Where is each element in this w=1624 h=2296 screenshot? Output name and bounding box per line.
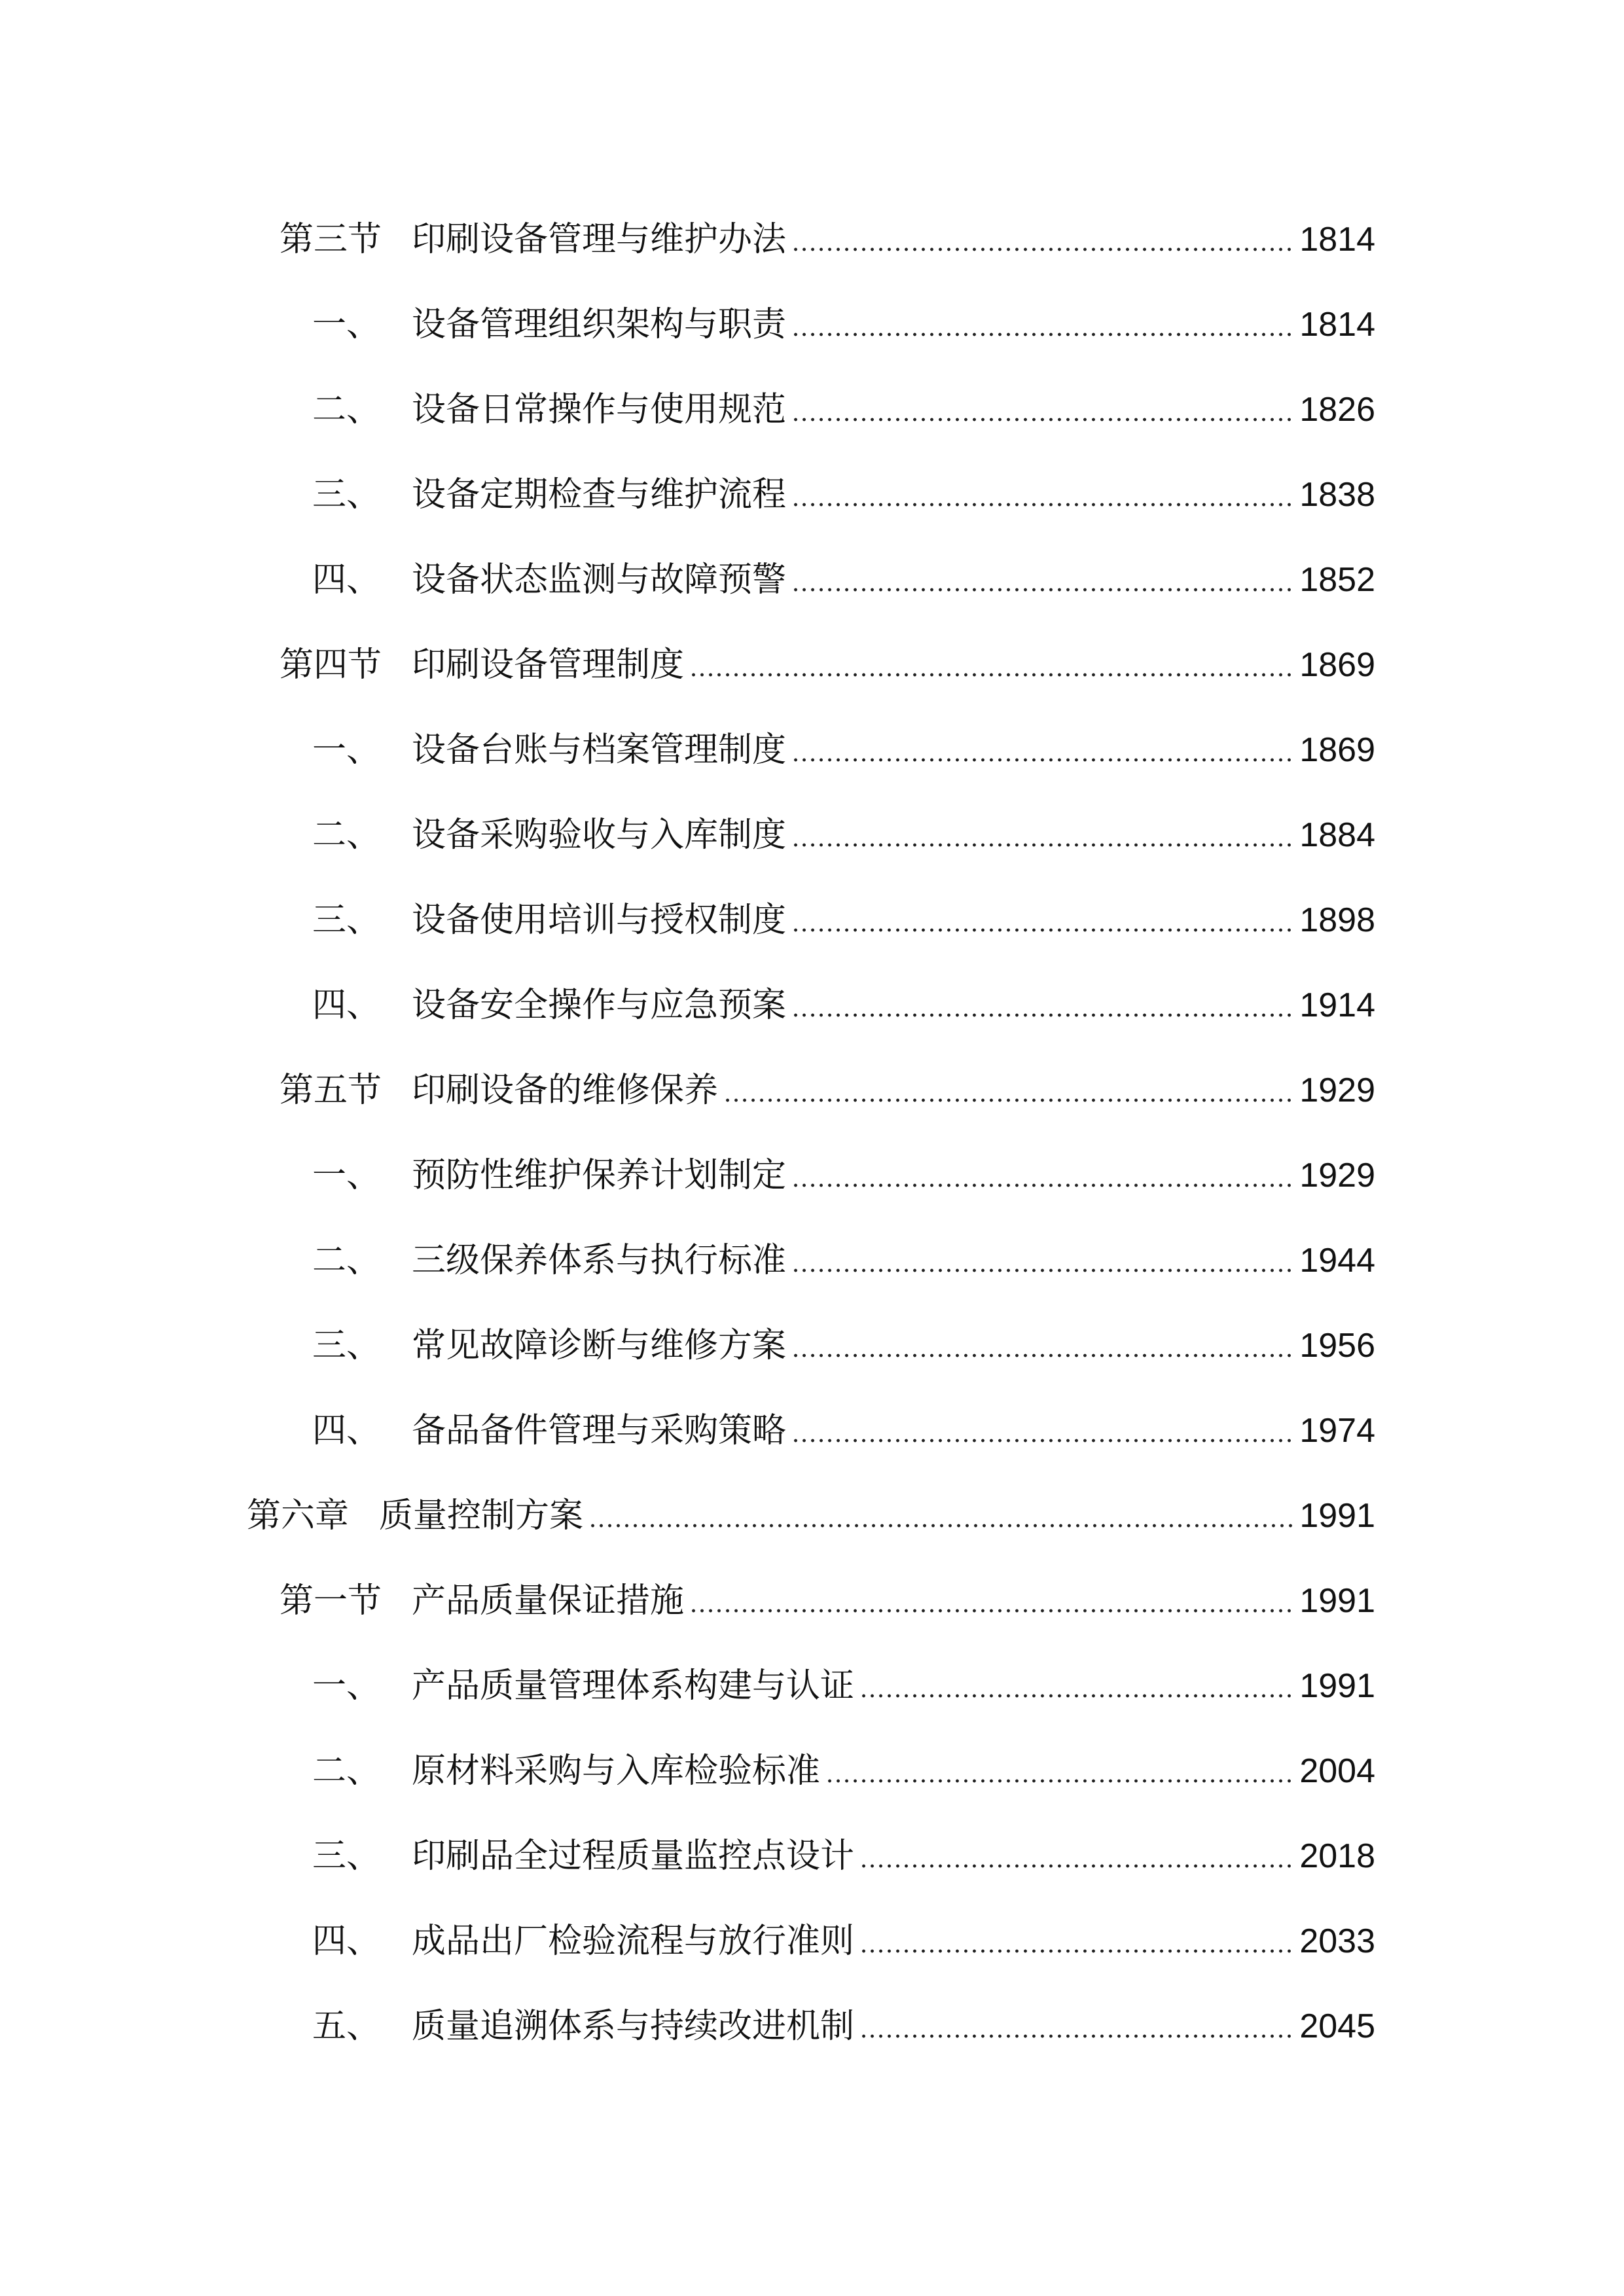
toc-entry[interactable] bbox=[312, 1915, 1375, 1967]
toc-entry-title: 备品备件管理与采购策略 bbox=[412, 1411, 787, 1450]
toc-entry-title: 设备定期检查与维护流程 bbox=[412, 475, 787, 514]
toc-entry-title: 设备安全操作与应急预案 bbox=[412, 986, 787, 1025]
toc-entry[interactable] bbox=[312, 554, 1375, 606]
toc-entry[interactable] bbox=[312, 894, 1375, 946]
toc-entry[interactable] bbox=[280, 1575, 1375, 1627]
toc-entry-page: 2045 bbox=[1299, 2007, 1375, 2045]
toc-entry-page: 1869 bbox=[1299, 731, 1375, 769]
toc-entry-page: 2004 bbox=[1299, 1752, 1375, 1790]
toc-entry-title: 常见故障诊断与维修方案 bbox=[412, 1326, 787, 1365]
toc-entry-number: 二、 bbox=[312, 1751, 381, 1791]
toc-entry-number: 第四节 bbox=[280, 645, 382, 685]
toc-entry[interactable] bbox=[280, 1064, 1375, 1117]
toc-entry-number: 五、 bbox=[312, 2007, 381, 2046]
dot-leader bbox=[689, 1609, 1294, 1613]
dot-leader bbox=[791, 1268, 1294, 1272]
toc-entry-number: 一、 bbox=[312, 305, 381, 344]
toc-entry-title: 印刷设备的维修保养 bbox=[412, 1071, 719, 1110]
toc-entry-title: 产品质量保证措施 bbox=[412, 1581, 685, 1621]
toc-entry-title: 质量控制方案 bbox=[379, 1496, 584, 1535]
toc-entry[interactable] bbox=[280, 639, 1375, 691]
toc-entry-title: 设备日常操作与使用规范 bbox=[412, 390, 787, 429]
toc-entry-title: 设备台账与档案管理制度 bbox=[412, 730, 787, 770]
toc-entry[interactable] bbox=[312, 1830, 1375, 1882]
dot-leader bbox=[859, 1694, 1294, 1698]
toc-entry-page: 1826 bbox=[1299, 391, 1375, 429]
toc-entry-page: 1991 bbox=[1299, 1582, 1375, 1620]
toc-entry[interactable] bbox=[312, 1405, 1375, 1457]
dot-leader bbox=[791, 758, 1294, 762]
toc-entry-title: 设备使用培训与授权制度 bbox=[412, 901, 787, 940]
toc-entry-page: 1852 bbox=[1299, 561, 1375, 599]
toc-entry[interactable] bbox=[247, 1490, 1375, 1542]
toc-entry-number: 三、 bbox=[312, 901, 381, 940]
toc-entry-number: 一、 bbox=[312, 1666, 381, 1706]
toc-entry[interactable] bbox=[312, 809, 1375, 861]
dot-leader bbox=[588, 1524, 1294, 1528]
dot-leader bbox=[859, 2034, 1294, 2038]
toc-entry-page: 1929 bbox=[1299, 1157, 1375, 1194]
toc-entry-number: 四、 bbox=[312, 1411, 381, 1450]
toc-entry-number: 一、 bbox=[312, 730, 381, 770]
toc-entry-title: 印刷品全过程质量监控点设计 bbox=[412, 1837, 855, 1876]
toc-entry-title: 设备状态监测与故障预警 bbox=[412, 560, 787, 600]
dot-leader bbox=[791, 247, 1294, 251]
toc-entry[interactable] bbox=[312, 2000, 1375, 2053]
toc-entry-page: 1814 bbox=[1299, 221, 1375, 259]
toc-entry-page: 1929 bbox=[1299, 1071, 1375, 1109]
dot-leader bbox=[791, 843, 1294, 847]
dot-leader bbox=[791, 1183, 1294, 1187]
toc-entry[interactable] bbox=[280, 213, 1375, 266]
toc-entry-title: 设备管理组织架构与职责 bbox=[412, 305, 787, 344]
dot-leader bbox=[791, 1439, 1294, 1443]
toc-entry-number: 四、 bbox=[312, 1922, 381, 1961]
toc-entry[interactable] bbox=[312, 298, 1375, 351]
toc-entry-number: 三、 bbox=[312, 1326, 381, 1365]
toc-entry-title: 印刷设备管理制度 bbox=[412, 645, 685, 685]
dot-leader bbox=[723, 1098, 1294, 1102]
toc-entry[interactable] bbox=[312, 1745, 1375, 1797]
dot-leader bbox=[791, 1013, 1294, 1017]
toc-entry-page: 1944 bbox=[1299, 1242, 1375, 1280]
toc-entry-number: 二、 bbox=[312, 1241, 381, 1280]
toc-entry-title: 设备采购验收与入库制度 bbox=[412, 816, 787, 855]
dot-leader bbox=[791, 418, 1294, 422]
toc-entry-title: 质量追溯体系与持续改进机制 bbox=[412, 2007, 855, 2046]
toc-entry-number: 第五节 bbox=[280, 1071, 382, 1110]
toc-entry-title: 印刷设备管理与维护办法 bbox=[412, 220, 787, 259]
toc-entry-page: 1991 bbox=[1299, 1667, 1375, 1705]
toc-entry-number: 第三节 bbox=[280, 220, 382, 259]
toc-entry-page: 1814 bbox=[1299, 306, 1375, 344]
dot-leader bbox=[859, 1949, 1294, 1953]
toc-entry-number: 四、 bbox=[312, 986, 381, 1025]
toc-entry-page: 1898 bbox=[1299, 901, 1375, 939]
toc-entry-number: 第六章 bbox=[247, 1496, 350, 1535]
toc-entry-page: 1974 bbox=[1299, 1412, 1375, 1450]
toc-entry-title: 三级保养体系与执行标准 bbox=[412, 1241, 787, 1280]
dot-leader bbox=[791, 588, 1294, 592]
toc-entry-title: 产品质量管理体系构建与认证 bbox=[412, 1666, 855, 1706]
toc-entry-page: 1838 bbox=[1299, 476, 1375, 514]
toc-entry-page: 2018 bbox=[1299, 1837, 1375, 1875]
toc-entry-number: 二、 bbox=[312, 816, 381, 855]
toc-entry[interactable] bbox=[312, 384, 1375, 436]
toc-entry-page: 1884 bbox=[1299, 816, 1375, 854]
dot-leader bbox=[791, 1354, 1294, 1357]
toc-entry-title: 原材料采购与入库检验标准 bbox=[412, 1751, 821, 1791]
toc-entry[interactable] bbox=[312, 1319, 1375, 1372]
toc-entry[interactable] bbox=[312, 469, 1375, 521]
toc-entry-number: 一、 bbox=[312, 1156, 381, 1195]
toc-entry-title: 成品出厂检验流程与放行准则 bbox=[412, 1922, 855, 1961]
dot-leader bbox=[859, 1864, 1294, 1868]
toc-entry-page: 1956 bbox=[1299, 1327, 1375, 1365]
dot-leader bbox=[791, 503, 1294, 507]
toc-entry-page: 1914 bbox=[1299, 986, 1375, 1024]
toc-entry-number: 四、 bbox=[312, 560, 381, 600]
toc-entry[interactable] bbox=[312, 1234, 1375, 1287]
toc-entry-number: 二、 bbox=[312, 390, 381, 429]
toc-entry-page: 2033 bbox=[1299, 1922, 1375, 1960]
dot-leader bbox=[689, 673, 1294, 677]
toc-entry-number: 三、 bbox=[312, 475, 381, 514]
toc-entry[interactable] bbox=[312, 1149, 1375, 1202]
toc-entry[interactable] bbox=[312, 1660, 1375, 1712]
toc-entry-page: 1991 bbox=[1299, 1497, 1375, 1535]
dot-leader bbox=[825, 1779, 1294, 1783]
toc-entry-number: 三、 bbox=[312, 1837, 381, 1876]
toc-entry-page: 1869 bbox=[1299, 646, 1375, 684]
toc-entry-number: 第一节 bbox=[280, 1581, 382, 1621]
dot-leader bbox=[791, 928, 1294, 932]
dot-leader bbox=[791, 332, 1294, 336]
toc-entry[interactable] bbox=[312, 979, 1375, 1031]
toc-entry-title: 预防性维护保养计划制定 bbox=[412, 1156, 787, 1195]
toc-entry[interactable] bbox=[312, 724, 1375, 776]
